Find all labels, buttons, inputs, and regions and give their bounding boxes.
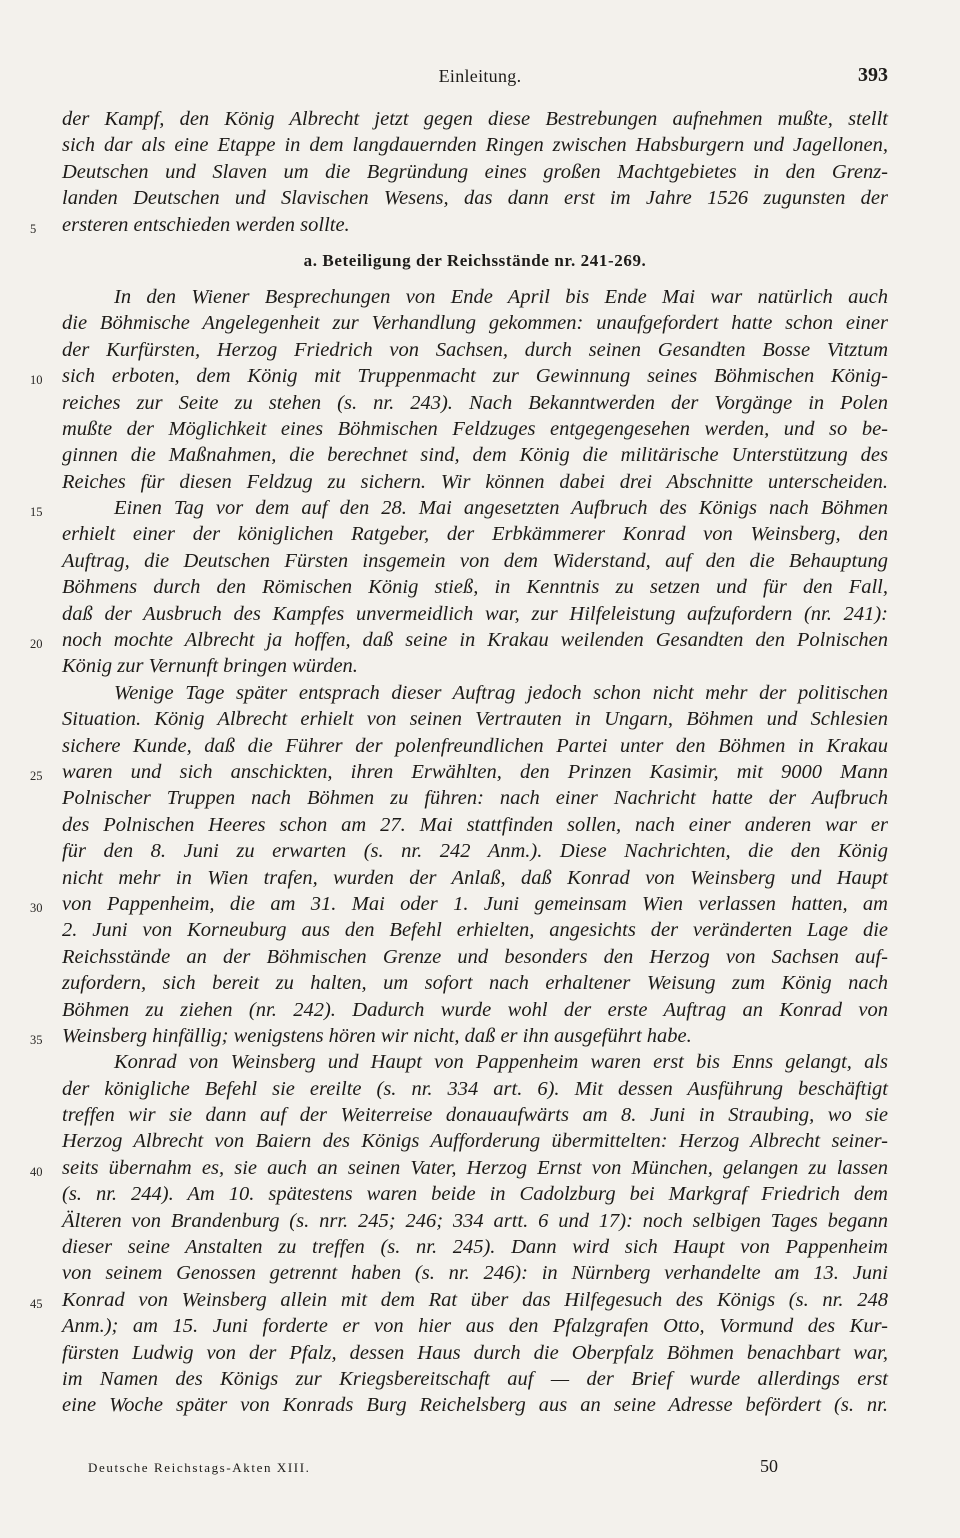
- text-line: [62, 337, 888, 363]
- text-line: [62, 917, 888, 943]
- signature-text: Deutsche Reichstags-Akten XIII.: [88, 1460, 311, 1475]
- line-text: Wenige Tage später entsprach dieser Auftrag jedoch schon nicht mehr der politischen: [114, 681, 888, 704]
- text-line: [62, 1392, 888, 1418]
- section-heading: a. Beteiligung der Reichsstände nr. 241-269.: [303, 250, 647, 270]
- running-title: Einleitung.: [438, 66, 522, 86]
- text-line: [62, 106, 888, 132]
- signature-number: 50: [760, 1456, 778, 1476]
- text-line: [62, 185, 888, 211]
- text-line: [62, 838, 888, 864]
- text-line: [62, 1049, 888, 1075]
- line-text: von seinem Genossen getrennt haben (s. nr. 246): in Nürnberg verhandelte am 13. Juni: [62, 1262, 888, 1285]
- text-line: [62, 548, 888, 574]
- line-text: Weinsberg hinfällig; wenigstens hören wir nicht, daß er ihn ausgeführt habe.: [62, 1024, 692, 1047]
- line-text: seits übernahm es, sie auch an seinen Vater, Herzog Ernst von München, gelangen zu lassen: [62, 1156, 888, 1179]
- line-text: Älteren von Brandenburg (s. nrr. 245; 246; 334 artt. 6 und 17): noch selbigen Tages begann: [62, 1209, 888, 1232]
- text-line: [30, 363, 888, 389]
- line-text: Anm.); am 15. Juni forderte er von hier aus den Pfalzgrafen Otto, Vormund des Kur-: [62, 1315, 888, 1338]
- text-line: [30, 627, 888, 653]
- text-line: [30, 495, 888, 521]
- page-number: 393: [858, 64, 888, 86]
- line-text: mußte der Möglichkeit eines Böhmischen Feldzuges entgegengesehen werden, und so be-: [62, 417, 888, 440]
- text-line: [62, 574, 888, 600]
- text-line: [62, 653, 888, 679]
- line-text: 2. Juni von Korneuburg aus den Befehl erhielten, angesichts der veränderten Lage die: [62, 919, 888, 942]
- page-footer: [0, 1456, 960, 1486]
- text-line: [30, 891, 888, 917]
- text-line: [62, 601, 888, 627]
- text-line: [62, 1260, 888, 1286]
- text-line: [62, 442, 888, 468]
- text-line: [62, 1128, 888, 1154]
- line-text: zufordern, sich bereit zu halten, um sofort nach erhaltener Weisung zum König nach: [62, 972, 888, 995]
- line-text: dieser seine Anstalten zu treffen (s. nr. 245). Dann wird sich Haupt von Pappenheim: [62, 1236, 888, 1259]
- text-line: [62, 1076, 888, 1102]
- line-text: Böhmen zu ziehen (nr. 242). Dadurch wurde wohl der erste Auftrag an Konrad von: [62, 998, 888, 1021]
- text-line: [62, 284, 888, 310]
- text-line: [62, 812, 888, 838]
- line-text: erhielt einer der königlichen Ratgeber, der Erbkämmerer Konrad von Weinsberg, den: [62, 523, 888, 546]
- line-text: im Namen des Königs zur Kriegsbereitschaft auf — der Brief wurde allerdings erst: [62, 1367, 888, 1390]
- line-text: (s. nr. 244). Am 10. spätestens waren beide in Cadolzburg bei Markgraf Friedrich dem: [62, 1183, 888, 1206]
- text-line: [30, 1287, 888, 1313]
- text-line: [62, 1208, 888, 1234]
- line-text: Polnischer Truppen nach Böhmen zu führen: nach einer Nachricht hatte der Aufbruch: [62, 787, 888, 810]
- line-text: eine Woche später von Konrads Burg Reichelsberg aus an seine Adresse befördert (s. nr.: [62, 1394, 888, 1417]
- text-line: [62, 416, 888, 442]
- line-text: sich erboten, dem König mit Truppenmacht zur Gewinnung seines Böhmischen König-: [62, 365, 888, 388]
- line-text: Herzog Albrecht von Baiern des Königs Aufforderung übermittelten: Herzog Albrecht seiner-: [62, 1130, 888, 1153]
- line-text: die Böhmische Angelegenheit zur Verhandlung gekommen: unaufgefordert hatte schon einer: [62, 312, 888, 335]
- text-line: [62, 159, 888, 185]
- text-line: [62, 733, 888, 759]
- text-line: [30, 1023, 888, 1049]
- line-number: 25: [30, 768, 43, 783]
- line-text: sichere Kunde, daß die Führer der polenfreundlichen Partei unter den Böhmen in Krakau: [62, 734, 888, 757]
- line-text: treffen wir sie dann auf der Weiterreise donauaufwärts am 8. Juni in Straubing, wo sie: [62, 1104, 888, 1127]
- line-text: In den Wiener Besprechungen von Ende April bis Ende Mai war natürlich auch: [114, 285, 888, 308]
- line-number: 30: [30, 900, 43, 915]
- line-number: 45: [30, 1296, 43, 1311]
- text-line: [62, 469, 888, 495]
- line-text: der königliche Befehl sie ereilte (s. nr. 334 art. 6). Mit dessen Ausführung beschäftigt: [62, 1077, 888, 1100]
- text-line: [62, 132, 888, 158]
- text-line: [62, 944, 888, 970]
- line-text: Reiches für diesen Feldzug zu sichern. Wir können dabei drei Abschnitte unterscheiden.: [62, 470, 888, 493]
- text-line: [62, 785, 888, 811]
- line-text: Situation. König Albrecht erhielt von seinen Vertrauten in Ungarn, Böhmen und Schlesien: [62, 708, 888, 731]
- line-text: des Polnischen Heeres schon am 27. Mai stattfinden sollen, nach einer anderen war er: [62, 813, 888, 836]
- line-text: reiches zur Seite zu stehen (s. nr. 243). Nach Bekanntwerden der Vorgänge in Polen: [62, 391, 888, 414]
- line-text: der Kurfürsten, Herzog Friedrich von Sachsen, durch seinen Gesandten Bosse Vitztum: [62, 338, 888, 361]
- text-line: [30, 1155, 888, 1181]
- line-text: Deutschen und Slaven um die Begründung eines großen Machtgebietes in den Grenz-: [62, 160, 888, 183]
- line-text: Konrad von Weinsberg allein mit dem Rat über das Hilfegesuch des Königs (s. nr. 248: [62, 1288, 888, 1311]
- line-text: waren und sich anschickten, ihren Erwählten, den Prinzen Kasimir, mit 9000 Mann: [62, 760, 888, 783]
- line-text: Konrad von Weinsberg und Haupt von Pappenheim waren erst bis Enns gelangt, als: [114, 1051, 888, 1074]
- line-number: 15: [30, 505, 43, 520]
- line-text: Auftrag, die Deutschen Fürsten insgemein von dem Widerstand, auf den die Behauptung: [62, 549, 888, 572]
- line-text: landen Deutschen und Slavischen Wesens, das dann erst im Jahre 1526 zugunsten der: [62, 187, 888, 210]
- text-line: [62, 680, 888, 706]
- line-text: noch mochte Albrecht ja hoffen, daß seine in Krakau weilenden Gesandten den Polnischen: [62, 629, 888, 652]
- line-text: Reichsstände an der Böhmischen Grenze und besonders den Herzog von Sachsen auf-: [62, 945, 888, 968]
- body-text: [30, 106, 888, 1419]
- text-line: [62, 706, 888, 732]
- text-line: [62, 1181, 888, 1207]
- text-line: [30, 759, 888, 785]
- text-line: [62, 390, 888, 416]
- text-line: [30, 212, 888, 238]
- text-line: [62, 310, 888, 336]
- line-text: von Pappenheim, die am 31. Mai oder 1. Juni gemeinsam Wien verlassen hatten, am: [62, 892, 888, 915]
- line-text: nicht mehr in Wien trafen, wurden der Anlaß, daß Konrad von Weinsberg und Haupt: [62, 866, 888, 889]
- running-header: [0, 64, 960, 94]
- text-line: [62, 1313, 888, 1339]
- line-text: Einen Tag vor dem auf den 28. Mai angesetzten Aufbruch des Königs nach Böhmen: [114, 497, 888, 520]
- line-number: 20: [30, 637, 43, 652]
- line-number: 10: [30, 373, 43, 388]
- line-text: daß der Ausbruch des Kampfes unvermeidlich war, zur Hilfeleistung aufzufordern (nr. 241):: [62, 602, 888, 625]
- text-line: [62, 997, 888, 1023]
- line-number: 40: [30, 1164, 43, 1179]
- line-text: ersteren entschieden werden sollte.: [62, 213, 350, 236]
- line-text: fürsten Ludwig von der Pfalz, dessen Haus durch die Oberpfalz Böhmen benachbart war,: [62, 1341, 888, 1364]
- text-line: [62, 970, 888, 996]
- line-text: der Kampf, den König Albrecht jetzt gegen diese Bestrebungen aufnehmen mußte, stellt: [62, 108, 888, 130]
- line-text: König zur Vernunft bringen würden.: [62, 655, 358, 678]
- text-line: [62, 1102, 888, 1128]
- line-text: ginnen die Maßnahmen, die berechnet sind, dem König die militärische Unterstützung des: [62, 444, 888, 467]
- text-line: [62, 865, 888, 891]
- text-line: [62, 1234, 888, 1260]
- line-number: 35: [30, 1032, 43, 1047]
- text-line: [62, 1340, 888, 1366]
- text-line: [62, 1366, 888, 1392]
- line-text: sich dar als eine Etappe in dem langdauernden Ringen zwischen Habsburgern und Jagellonen,: [62, 134, 888, 157]
- line-text: Böhmens durch den Römischen König stieß, in Kenntnis zu setzen und für den Fall,: [62, 576, 888, 599]
- text-line: [62, 521, 888, 547]
- line-number: 5: [30, 221, 37, 236]
- line-text: für den 8. Juni zu erwarten (s. nr. 242 Anm.). Diese Nachrichten, die den König: [62, 840, 888, 863]
